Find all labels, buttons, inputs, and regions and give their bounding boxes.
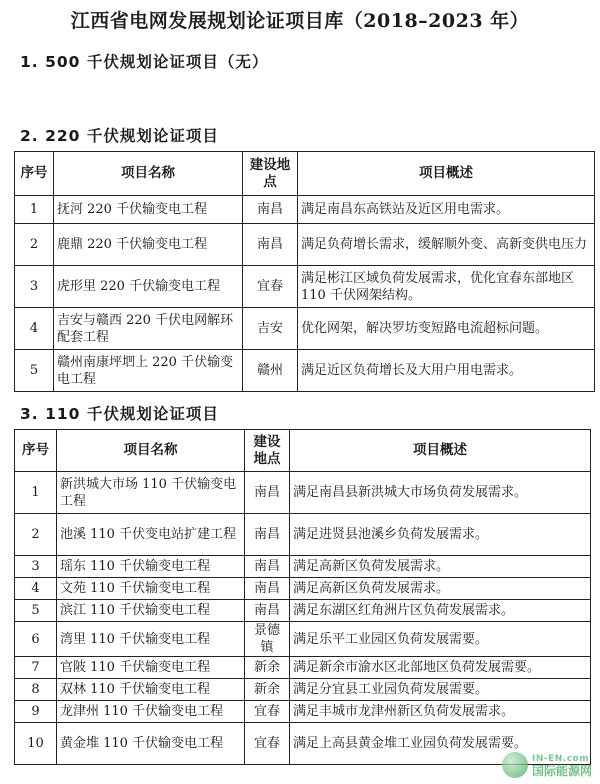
- cell-location: 南昌: [245, 472, 290, 514]
- cell-no: 5: [15, 350, 54, 392]
- col-header-name: 项目名称: [54, 152, 243, 196]
- section-500kv-heading: 1. 500 千伏规划论证项目（无）: [20, 53, 269, 71]
- table-row: [15, 514, 591, 556]
- table-row: [15, 308, 595, 350]
- cell-name: 官陂 110 千伏输变电工程: [57, 657, 245, 679]
- cell-location: 南昌: [245, 600, 290, 622]
- cell-name: 黄金堆 110 千伏输变电工程: [57, 723, 245, 765]
- table-row: [15, 472, 591, 514]
- table-row: [15, 350, 595, 392]
- cell-location: 宜春: [243, 266, 298, 308]
- cell-location: 宜春: [245, 701, 290, 723]
- cell-location: 宜春: [245, 723, 290, 765]
- cell-no: 2: [15, 224, 54, 266]
- cell-name: 鹿鼎 220 千伏输变电工程: [54, 224, 243, 266]
- cell-location: 新余: [245, 657, 290, 679]
- cell-location: 景德镇: [245, 622, 290, 657]
- cell-name: 双林 110 千伏输变电工程: [57, 679, 245, 701]
- cell-location: 赣州: [243, 350, 298, 392]
- cell-no: 9: [15, 701, 57, 723]
- table-row: [15, 556, 591, 578]
- table-row: [15, 266, 595, 308]
- cell-no: 3: [15, 556, 57, 578]
- table-220kv: [14, 151, 595, 392]
- cell-desc: 满足进贤县池溪乡负荷发展需求。: [290, 514, 591, 556]
- watermark-url: IN-EN.com: [531, 754, 590, 764]
- cell-name: 湾里 110 千伏输变电工程: [57, 622, 245, 657]
- table-row: [15, 679, 591, 701]
- table-header-row: [15, 430, 591, 472]
- col-header-location: 建设地点: [245, 430, 290, 472]
- cell-desc: 满足近区负荷增长及大用户用电需求。: [298, 350, 595, 392]
- cell-no: 2: [15, 514, 57, 556]
- col-header-name: 项目名称: [57, 430, 245, 472]
- cell-name: 抚河 220 千伏输变电工程: [54, 196, 243, 224]
- cell-location: 吉安: [243, 308, 298, 350]
- cell-desc: 满足南昌东高铁站及近区用电需求。: [298, 196, 595, 224]
- section-220kv-heading: 2. 220 千伏规划论证项目: [20, 127, 219, 145]
- cell-desc: 满足南昌县新洪城大市场负荷发展需求。: [290, 472, 591, 514]
- section-110kv-heading: 3. 110 千伏规划论证项目: [20, 405, 219, 423]
- cell-desc: 满足上高县黄金堆工业园负荷发展需要。: [290, 723, 591, 765]
- col-header-desc: 项目概述: [290, 430, 591, 472]
- cell-name: 池溪 110 千伏变电站扩建工程: [57, 514, 245, 556]
- cell-desc: 满足高新区负荷发展需求。: [290, 556, 591, 578]
- col-header-no: 序号: [15, 152, 54, 196]
- col-header-location: 建设地点: [243, 152, 298, 196]
- table-row: [15, 224, 595, 266]
- cell-name: 文苑 110 千伏输变电工程: [57, 578, 245, 600]
- cell-no: 6: [15, 622, 57, 657]
- table-row: [15, 701, 591, 723]
- cell-desc: 满足负荷增长需求，缓解顺外变、高新变供电压力: [298, 224, 595, 266]
- cell-location: 南昌: [245, 578, 290, 600]
- table-row: [15, 578, 591, 600]
- table-header-row: [15, 152, 595, 196]
- cell-name: 瑶东 110 千伏输变电工程: [57, 556, 245, 578]
- cell-desc: 满足高新区负荷发展需求。: [290, 578, 591, 600]
- cell-name: 滨江 110 千伏输变电工程: [57, 600, 245, 622]
- table-110kv: [14, 429, 591, 765]
- cell-location: 南昌: [245, 556, 290, 578]
- cell-desc: 满足分宜县工业园负荷发展需要。: [290, 679, 591, 701]
- page-title: 江西省电网发展规划论证项目库（2018–2023 年）: [70, 10, 530, 32]
- cell-no: 1: [15, 196, 54, 224]
- cell-location: 南昌: [243, 196, 298, 224]
- cell-desc: 满足东湖区红角洲片区负荷发展需求。: [290, 600, 591, 622]
- cell-desc: 优化网架，解决罗坊变短路电流超标问题。: [298, 308, 595, 350]
- cell-no: 5: [15, 600, 57, 622]
- cell-no: 4: [15, 308, 54, 350]
- col-header-no: 序号: [15, 430, 57, 472]
- cell-location: 南昌: [243, 224, 298, 266]
- cell-no: 4: [15, 578, 57, 600]
- cell-name: 龙津州 110 千伏输变电工程: [57, 701, 245, 723]
- col-header-desc: 项目概述: [298, 152, 595, 196]
- table-row: [15, 600, 591, 622]
- table-row: [15, 657, 591, 679]
- cell-no: 3: [15, 266, 54, 308]
- cell-no: 1: [15, 472, 57, 514]
- watermark-name: 国际能源网: [531, 764, 592, 778]
- watermark: [502, 752, 592, 778]
- cell-desc: 满足新余市渝水区北部地区负荷发展需要。: [290, 657, 591, 679]
- cell-location: 新余: [245, 679, 290, 701]
- cell-desc: 满足彬江区域负荷发展需求，优化宜春东部地区 110 千伏网架结构。: [298, 266, 595, 308]
- cell-name: 赣州南康坪垇上 220 千伏输变电工程: [54, 350, 243, 392]
- cell-desc: 满足丰城市龙津州新区负荷发展需求。: [290, 701, 591, 723]
- cell-name: 吉安与赣西 220 千伏电网解环配套工程: [54, 308, 243, 350]
- globe-logo-icon: [502, 752, 528, 778]
- cell-desc: 满足乐平工业园区负荷发展需要。: [290, 622, 591, 657]
- table-row: [15, 622, 591, 657]
- cell-name: 虎形里 220 千伏输变电工程: [54, 266, 243, 308]
- cell-name: 新洪城大市场 110 千伏输变电工程: [57, 472, 245, 514]
- cell-location: 南昌: [245, 514, 290, 556]
- cell-no: 7: [15, 657, 57, 679]
- table-row: [15, 196, 595, 224]
- cell-no: 8: [15, 679, 57, 701]
- cell-no: 10: [15, 723, 57, 765]
